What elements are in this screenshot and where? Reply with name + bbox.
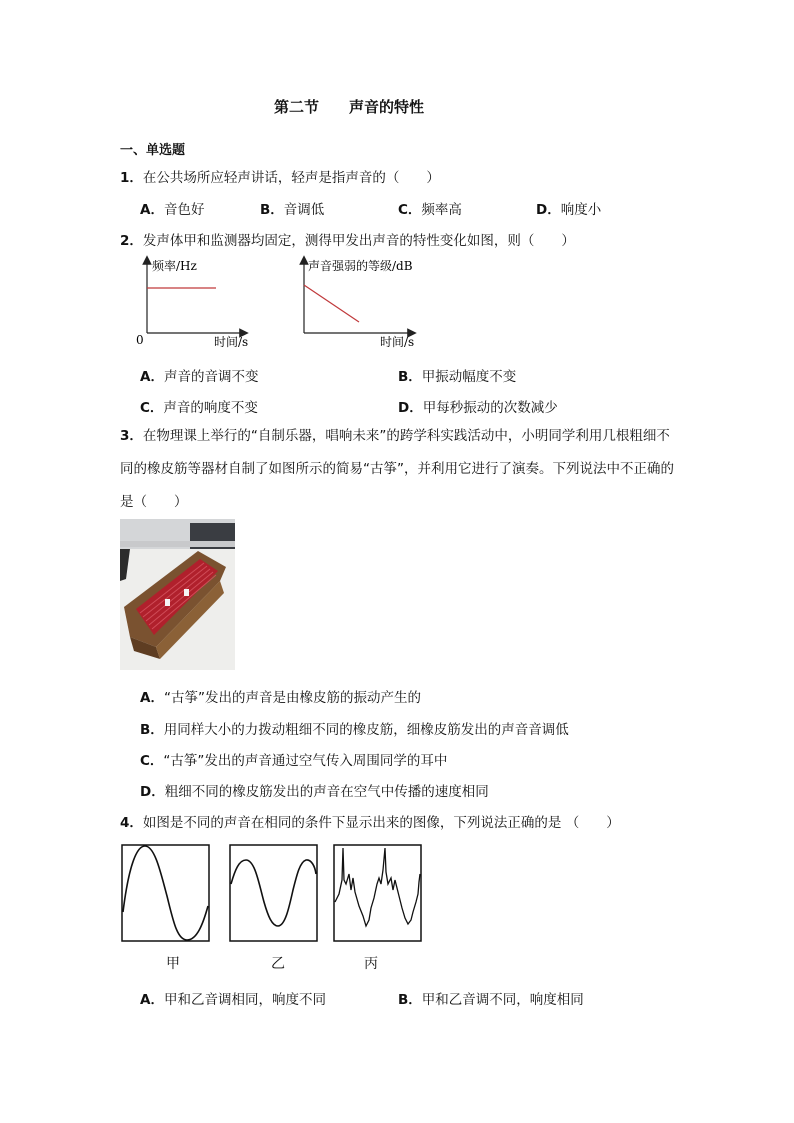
question-2 [120, 229, 575, 249]
section-heading: 一、单选题 [120, 143, 186, 158]
title-section-number: 第二节 [274, 98, 320, 116]
q2-option-a[interactable]: A．声音的音调不变 [140, 369, 259, 385]
q4-option-b[interactable]: B．甲和乙音调不同，响度相同 [398, 992, 584, 1008]
q3-option-d[interactable]: D．粗细不同的橡皮筋发出的声音在空气中传播的速度相同 [140, 784, 489, 800]
page-title [274, 96, 424, 117]
question-text: 如图是不同的声音在相同的条件下显示出来的图像，下列说法正确的是 （ ） [142, 815, 620, 831]
question-number: 4． [120, 815, 143, 831]
origin-label: 0 [136, 333, 144, 347]
question-number: 1． [120, 170, 143, 186]
question-3 [120, 420, 680, 519]
question-number: 2． [120, 233, 143, 249]
x-axis-label: 时间/s [380, 335, 415, 349]
y-axis-label: 声音强弱的等级/dB [308, 259, 413, 273]
waveform-label-yi: 乙 [271, 956, 285, 972]
waveform-bing [333, 844, 423, 944]
y-axis-label: 频率/Hz [152, 259, 197, 273]
question-text: 在公共场所应轻声讲话，轻声是指声音的（ ） [142, 170, 440, 186]
question-4 [120, 811, 620, 831]
question-number: 3． [120, 428, 143, 444]
q1-option-a[interactable]: A．音色好 [140, 202, 205, 218]
homemade-guzheng-photo [120, 519, 235, 670]
question-1 [120, 166, 440, 186]
title-topic: 声音的特性 [349, 98, 425, 116]
q1-option-c[interactable]: C．频率高 [398, 202, 462, 218]
frequency-time-graph [130, 254, 270, 350]
waveform-yi [229, 844, 319, 944]
q2-option-b[interactable]: B．甲振动幅度不变 [398, 369, 517, 385]
waveform-label-jia: 甲 [166, 956, 180, 972]
q3-option-b[interactable]: B．用同样大小的力拨动粗细不同的橡皮筋，细橡皮筋发出的声音音调低 [140, 722, 569, 738]
loudness-line [304, 285, 359, 322]
q1-option-b[interactable]: B．音调低 [260, 202, 325, 218]
q1-option-d[interactable]: D．响度小 [536, 202, 602, 218]
question-text: 发声体甲和监测器均固定，测得甲发出声音的特性变化如图，则（ ） [142, 233, 575, 249]
waveform-jia [121, 844, 211, 944]
q3-option-c[interactable]: C．“古筝”发出的声音通过空气传入周围同学的耳中 [140, 753, 448, 769]
q4-option-a[interactable]: A．甲和乙音调相同，响度不同 [140, 992, 326, 1008]
q3-option-a[interactable]: A．“古筝”发出的声音是由橡皮筋的振动产生的 [140, 690, 421, 706]
x-axis-label: 时间/s [214, 335, 249, 349]
waveform-label-bing: 丙 [364, 956, 378, 972]
loudness-time-graph [288, 254, 428, 350]
q2-option-d[interactable]: D．甲每秒振动的次数减少 [398, 400, 558, 416]
question-text: 在物理课上举行的“自制乐器，唱响未来”的跨学科实践活动中，小明同学利用几根粗细不同的橡皮筋等器材自制了如图所示的简易“古筝”，并利用它进行了演奏。下列说法中不正确的是（ ） [120, 428, 674, 510]
q2-option-c[interactable]: C．声音的响度不变 [140, 400, 258, 416]
